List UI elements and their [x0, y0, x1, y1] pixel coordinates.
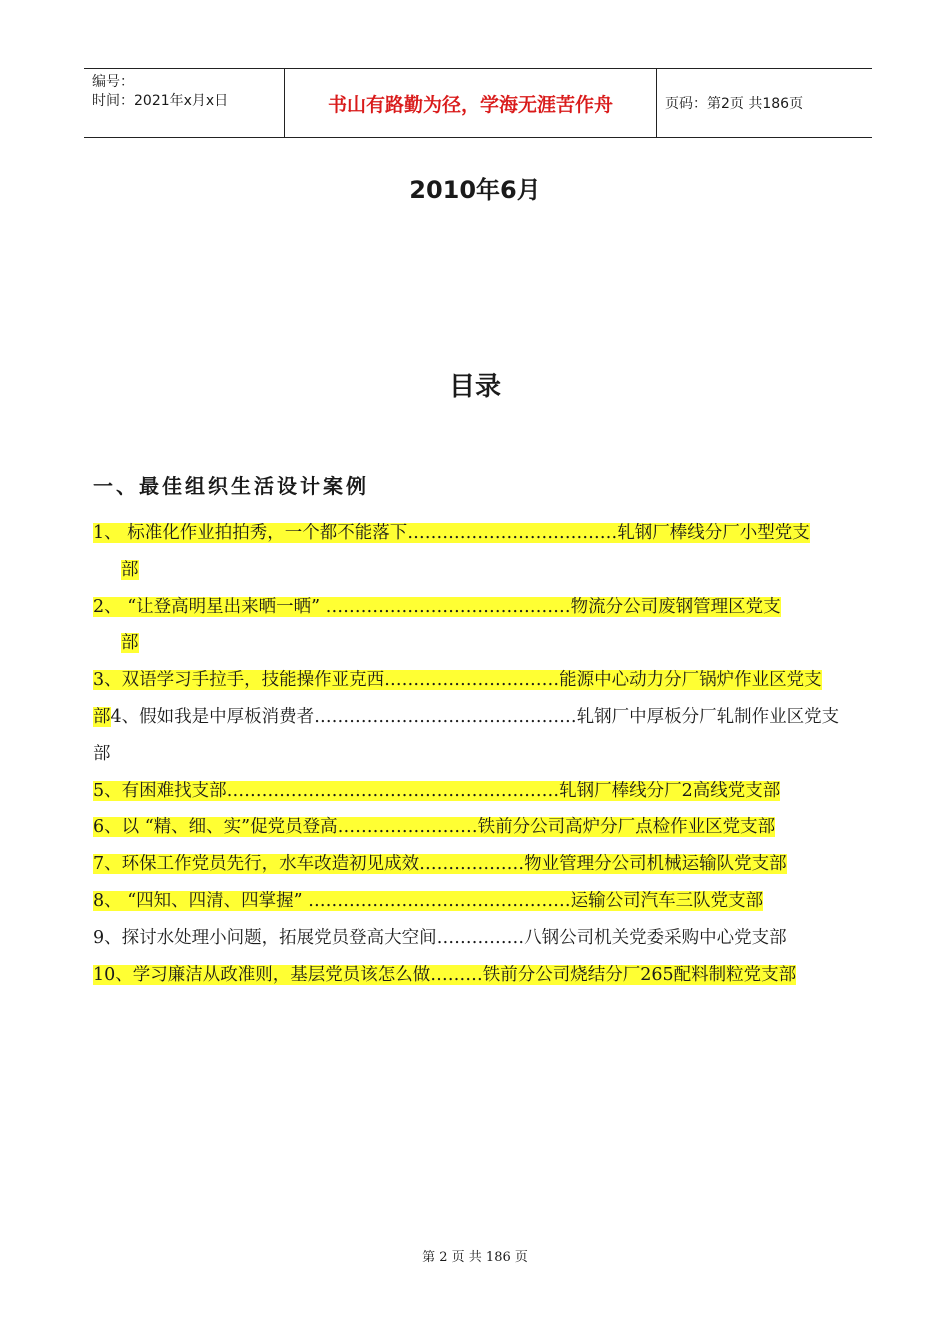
toc-line: 6、以 “精、细、实”促党员登高……………………铁前分公司高炉分厂点检作业区党支部	[93, 817, 776, 838]
toc-line: 5、有困难找支部…………………………………………………轧钢厂棒线分厂2高线党支部	[93, 780, 781, 801]
header-motto: 书山有路勤为径，学海无涯苦作舟	[284, 69, 657, 137]
toc-line: 部	[121, 633, 139, 654]
document-header	[84, 68, 872, 138]
table-of-contents	[93, 515, 863, 993]
section-heading: 一、最佳组织生活设计案例	[93, 474, 369, 498]
toc-line: 7、环保工作党员先行，水车改造初见成效………………物业管理分公司机械运输队党支部	[93, 854, 787, 875]
toc-line: 部	[121, 559, 139, 580]
toc-line: 9、探讨水处理小问题，拓展党员登高大空间……………八钢公司机关党委采购中心党支部	[93, 927, 787, 948]
page-footer: 第 2 页 共 186 页	[422, 1250, 528, 1265]
header-page-info: 页码：第2页 共186页	[665, 96, 804, 112]
toc-line: 2、 “让登高明星出来晒一晒” ……………………………………物流分公司废钢管理区党支	[93, 596, 781, 617]
toc-line: 部	[93, 743, 111, 764]
number-label: 编号：	[92, 74, 134, 90]
toc-line: 部4、假如我是中厚板消费者………………………………………轧钢厂中厚板分厂轧制作业区党支	[93, 706, 840, 727]
date-title: 2010年6月	[409, 176, 541, 204]
toc-line: 10、学习廉洁从政准则，基层党员该怎么做………铁前分公司烧结分厂265配料制粒党支部	[93, 964, 797, 985]
time-label: 时间：2021年x月x日	[92, 93, 229, 109]
toc-line: 1、 标准化作业拍拍秀，一个都不能落下………………………………轧钢厂棒线分厂小型党支	[93, 523, 810, 543]
toc-line: 3、双语学习手拉手，技能操作亚克西…………………………能源中心动力分厂锅炉作业区党支	[93, 670, 822, 691]
toc-title: 目录	[448, 372, 501, 402]
toc-line: 8、 “四知、四清、四掌握” ………………………………………运输公司汽车三队党支部	[93, 890, 764, 911]
header-left-cell	[84, 69, 284, 137]
